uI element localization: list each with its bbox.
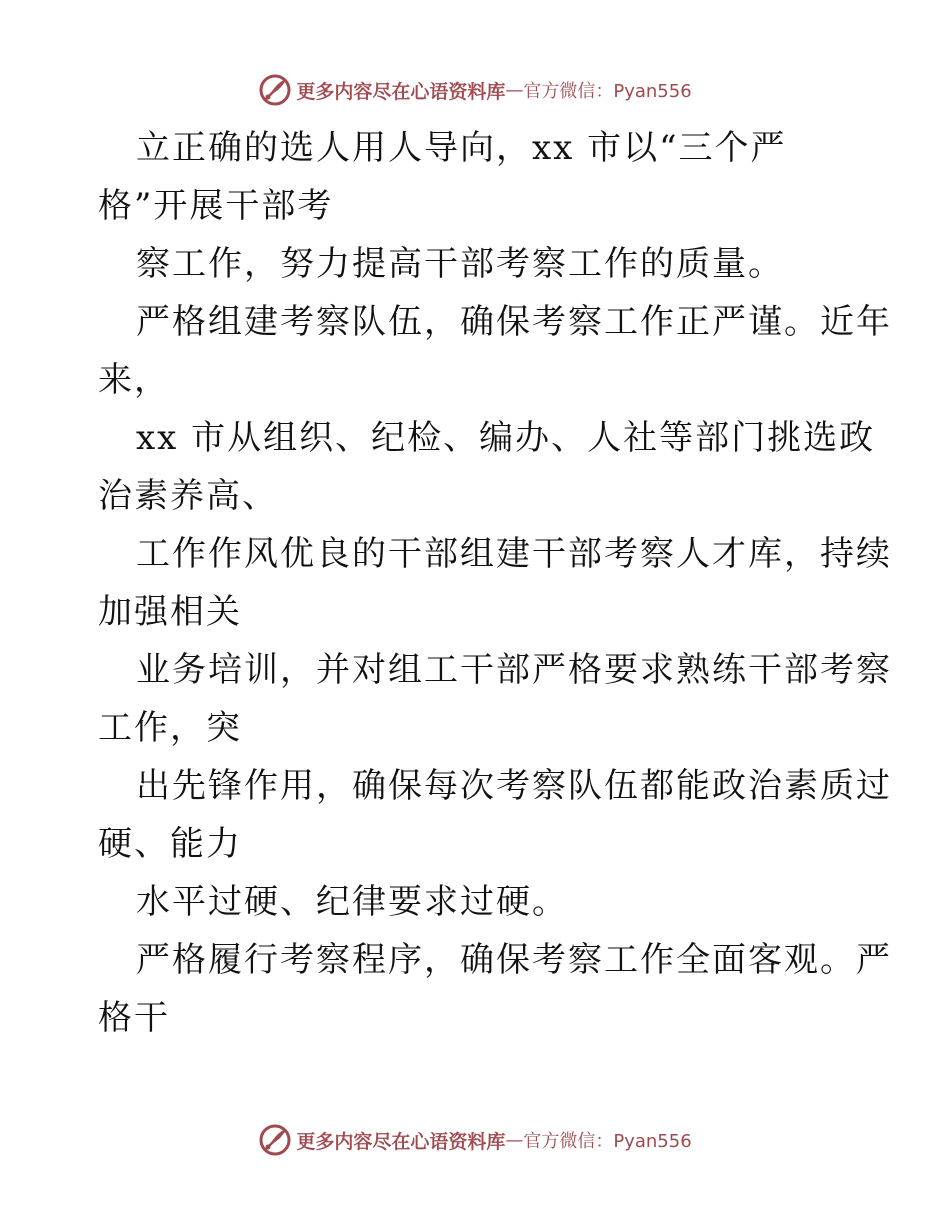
body-line: 严格组建考察队伍，确保考察工作正严谨。近年 xyxy=(136,302,892,342)
body-line: 立正确的选人用人导向，xx 市以“三个严 xyxy=(136,128,787,168)
footer-watermark-sub-text: 官方微信：Pyan556 xyxy=(523,1131,692,1152)
body-line: 格干 xyxy=(98,998,170,1038)
body-line: 来， xyxy=(98,360,170,400)
body-line: 业务培训，并对组工干部严格要求熟练干部考察 xyxy=(136,650,892,690)
footer-watermark-main-text: 更多内容尽在心语资料库 xyxy=(296,1130,506,1153)
header-watermark xyxy=(0,70,950,110)
body-line: xx 市从组织、纪检、编办、人社等部门挑选政 xyxy=(136,418,876,458)
footer-watermark-dash: — xyxy=(505,1129,524,1151)
header-watermark-main-text: 更多内容尽在心语资料库 xyxy=(296,80,506,103)
body-line: 水平过硬、纪律要求过硬。 xyxy=(136,882,568,922)
header-watermark-sub-text: 官方微信：Pyan556 xyxy=(523,81,692,102)
body-line: 出先锋作用，确保每次考察队伍都能政治素质过 xyxy=(136,766,892,806)
feather-pen-logo-icon xyxy=(258,73,292,107)
header-watermark-dash: — xyxy=(505,79,524,101)
body-line: 加强相关 xyxy=(98,592,242,632)
body-line: 硬、能力 xyxy=(98,824,242,864)
body-line: 格”开展干部考 xyxy=(98,186,334,226)
footer-watermark xyxy=(0,1120,950,1160)
document-body xyxy=(98,119,892,1047)
feather-pen-logo-icon xyxy=(258,1123,292,1157)
body-line: 工作作风优良的干部组建干部考察人才库，持续 xyxy=(136,534,892,574)
body-line: 严格履行考察程序，确保考察工作全面客观。严 xyxy=(136,940,892,980)
body-line: 察工作，努力提高干部考察工作的质量。 xyxy=(136,244,784,284)
body-line: 治素养高、 xyxy=(98,476,278,516)
body-line: 工作，突 xyxy=(98,708,242,748)
